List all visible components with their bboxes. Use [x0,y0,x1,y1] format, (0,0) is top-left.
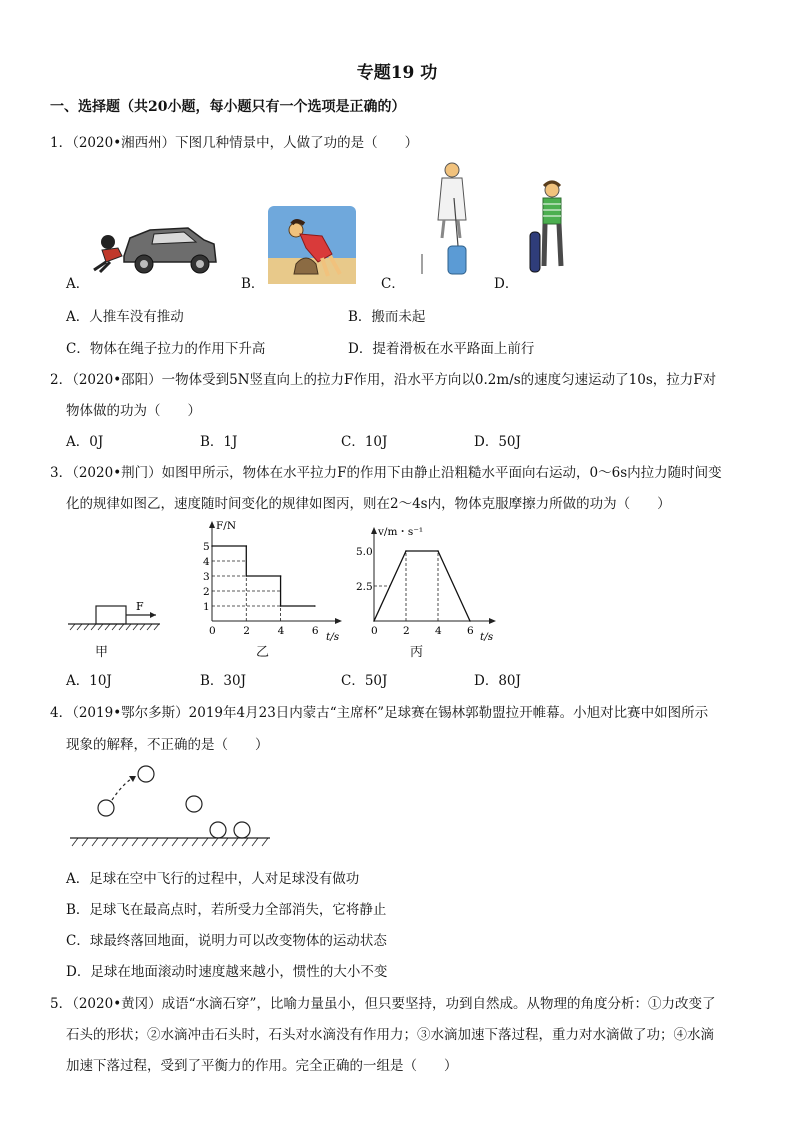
x-axis-arrow [335,618,342,624]
page-title: 专题19 功 [356,63,438,83]
q5-stem-line2: 石头的形状；②水滴冲击石头时，石头对水滴没有作用力；③水滴加速下落过程，重力对水滴做了功；④水滴 [66,1027,714,1043]
x-tick-label: 4 [277,625,285,637]
series-line [374,551,470,621]
y-tick-label: 5.0 [356,546,373,558]
y-tick-label: 2 [203,586,210,598]
x-tick-label: 4 [435,625,442,637]
q5-stem-line3: 加速下落过程，受到了平衡力的作用。完全正确的一组是（ ） [66,1058,458,1074]
x-tick-label: 2 [403,625,410,637]
data-point [211,545,213,547]
q1-option-d: D．提着滑板在水平路面上前行 [348,341,535,357]
football [98,800,114,816]
q2-option-a: A．0J [66,434,104,450]
q5-stem-line1: 5．（2020•黄冈）成语“水滴石穿”，比喻力量虽小，但只要坚持，功到自然成。从物理的角度分析：①力改变了 [50,996,716,1012]
data-point [373,620,375,622]
q3-stem-line2: 化的规律如图乙，速度随时间变化的规律如图丙，则在2～4s内，物体克服摩擦力所做的功为（ ） [66,496,671,512]
data-point [405,550,407,552]
q1-img-label-b: B． [241,276,265,292]
q4-option-b: B．足球飞在最高点时，若所受力全部消失，它将静止 [66,902,387,918]
ground-hatch [70,624,159,630]
force-label: F [136,600,144,613]
q1-stem: 1．（2020•湘西州）下图几种情景中，人做了功的是（ ） [50,135,419,151]
q1-image-b-woman-lifting [268,206,356,284]
q3-caption-bing: 丙 [410,645,424,660]
q3-chart-bing [350,522,500,643]
x-tick-label: 2 [243,625,250,637]
q1-img-label-c: C． [381,276,405,292]
q3-chart-yi [196,517,356,643]
y-axis-label: F/N [216,520,237,532]
q1-img-label-a: A． [66,276,90,292]
q2-option-c: C．10J [341,434,388,450]
y-axis-arrow [209,521,215,528]
data-point [280,575,282,577]
q3-option-c: C．50J [341,673,388,689]
q1-image-d-boy-carrying-skateboard [530,182,561,272]
football [234,822,250,838]
q2-option-d: D．50J [474,434,521,450]
ground-hatch [72,838,268,846]
q1-option-a: A．人推车没有推动 [66,309,184,325]
q2-stem-line1: 2．（2020•邵阳）一物体受到5N竖直向上的拉力F作用，沿水平方向以0.2m/s的速度匀速运动了10s，拉力F对 [50,372,717,388]
data-point [437,550,439,552]
q3-option-d: D．80J [474,673,521,689]
x-tick-label: 0 [209,625,216,637]
q3-stem-line1: 3．（2020•荆门）如图甲所示，物体在水平拉力F的作用下由静止沿粗糙水平面向右运动，0～6s内拉力随时间变 [50,465,722,481]
q3-figure-jia [64,596,174,636]
y-tick-label: 3 [203,571,210,583]
data-point [245,575,247,577]
y-axis-arrow [371,527,377,534]
football [138,766,154,782]
x-tick-label: 6 [467,625,474,637]
q4-option-d: D．足球在地面滚动时速度越来越小，惯性的大小不变 [66,964,388,980]
q1-option-b: B．搬而未起 [348,309,426,325]
q2-stem-line2: 物体做的功为（ ） [66,403,201,419]
q3-option-b: B．30J [200,673,247,689]
q4-stem-line1: 4．（2019•鄂尔多斯）2019年4月23日内蒙古“主席杯”足球赛在锡林郭勒盟拉开帷幕。小旭对比赛中如图所示 [50,705,709,721]
q3-caption-jia: 甲 [95,645,109,660]
x-tick-label: 0 [371,625,378,637]
section-heading: 一、选择题（共20小题，每小题只有一个选项是正确的） [50,99,406,115]
football [186,796,202,812]
y-axis-label: v/m・s⁻¹ [378,526,424,538]
football [210,822,226,838]
x-tick-label: 6 [311,625,319,637]
q1-image-a-person-pushing-car [94,228,216,273]
y-tick-label: 1 [203,601,210,613]
y-tick-label: 5 [203,541,210,553]
x-axis-arrow [489,618,496,624]
q4-football-figure [66,762,276,852]
data-point [469,620,471,622]
y-tick-label: 2.5 [356,581,373,593]
data-point [280,605,282,607]
q1-img-label-d: D． [494,276,519,292]
q1-image-c-man-lifting-bucket [422,163,466,274]
data-point [314,605,316,607]
q3-option-a: A．10J [66,673,112,689]
q4-stem-line2: 现象的解释，不正确的是（ ） [66,737,269,753]
q3-caption-yi: 乙 [256,645,270,660]
q4-option-a: A．足球在空中飞行的过程中，人对足球没有做功 [66,871,360,887]
x-axis-label: t/s [326,631,340,643]
y-tick-label: 4 [203,556,210,568]
x-axis-label: t/s [480,631,494,643]
q1-option-c: C．物体在绳子拉力的作用下升高 [66,341,266,357]
block [96,606,126,624]
q2-option-b: B．1J [200,434,238,450]
data-point [245,545,247,547]
q4-option-c: C．球最终落回地面，说明力可以改变物体的运动状态 [66,933,387,949]
